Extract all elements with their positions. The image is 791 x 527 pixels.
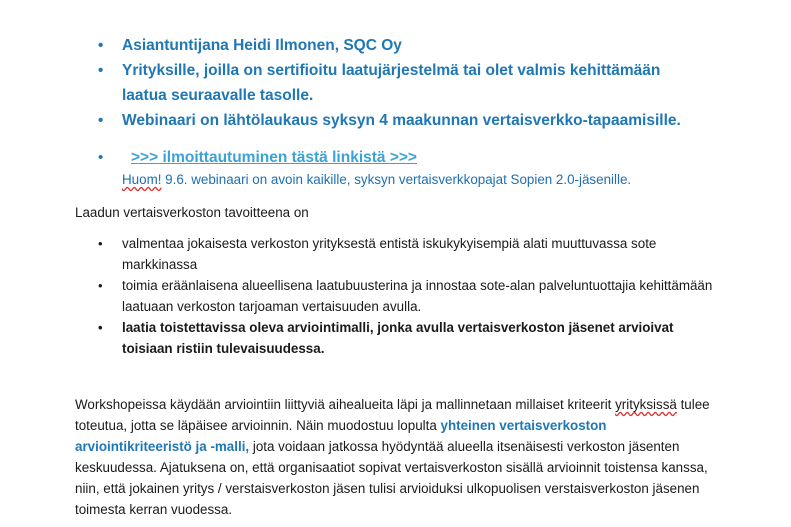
bullet-icon: • xyxy=(98,320,103,335)
highlight-text-continued: laatua seuraavalle tasolle. xyxy=(122,87,314,104)
goal-item-model xyxy=(0,317,722,359)
highlight-text: Yrityksille, joilla on sertifioitu laatujärjestelmä tai olet valmis kehittämään xyxy=(122,62,661,79)
workshop-highlight: yhteinen vertaisverkoston arviointikriteeristö ja -malli, xyxy=(75,418,607,454)
goal-text: valmentaa jokaisesta verkoston yrityksestä entistä iskukykyisempiä alati muuttuvassa sote markkinassa xyxy=(122,236,657,272)
goal-text: laatia toistettavissa oleva arviointimalli, jonka avulla vertaisverkoston jäsenet arvioivat toisiaan ristiin tulevaisuudessa. xyxy=(122,320,674,356)
bullet-icon: • xyxy=(98,278,103,293)
workshop-paragraph xyxy=(75,394,715,520)
bullet-icon: • xyxy=(98,236,103,251)
goals-bullet-list xyxy=(0,233,791,359)
goal-item-booster xyxy=(0,275,722,317)
highlight-item-webinar xyxy=(0,108,791,133)
highlight-bullet-list xyxy=(0,33,791,133)
goal-item-coach xyxy=(0,233,722,275)
bullet-icon: • xyxy=(98,112,104,129)
highlight-text: Webinaari on lähtölaukaus syksyn 4 maakunnan vertaisverkko-tapaamisille. xyxy=(122,112,681,129)
registration-link[interactable]: >>> ilmoittautuminen tästä linkistä >>> xyxy=(131,149,417,166)
registration-row xyxy=(0,145,791,170)
workshop-text-3: jota voidaan jatkossa hyödyntää alueella itsenäisesti verkoston jäsenten keskuudessa. Ajatuksena on, että organisaatiot sopivat vertaisverkoston sisällä arvioinnit toistensa kanssa, niin, että jokainen yritys / verstaisverkoston jäsen tulisi arvioiduksi ulkopuolisen verstaisverkoston jäsenen toimesta kerran vuodessa. xyxy=(75,439,708,517)
bullet-icon: • xyxy=(98,37,104,54)
bullet-icon: • xyxy=(98,62,104,79)
note-prefix: Huom! xyxy=(122,172,162,187)
highlight-item-expert xyxy=(0,33,791,58)
goal-text: toimia eräänlaisena alueellisena laatubuusterina ja innostaa sote-alan palveluntuottajia kehittämään laatuaan verkoston tarjoaman vertaisuuden avulla. xyxy=(122,278,713,314)
bullet-icon: • xyxy=(98,149,104,166)
workshop-text-1: Workshopeissa käydään arviointiin liittyviä aihealueita läpi ja mallinnetaan millaiset kriteerit xyxy=(75,397,616,412)
highlight-text: Asiantuntijana Heidi Ilmonen, SQC Oy xyxy=(122,37,402,54)
workshop-text-2: tulee toteutua, jotta se läpäisee arvioinnin. Näin muodostuu lopulta xyxy=(75,397,710,433)
workshop-spellcheck-word: yrityksissä xyxy=(615,397,677,412)
registration-note xyxy=(122,170,631,190)
highlight-item-audience xyxy=(0,58,791,108)
note-text: 9.6. webinaari on avoin kaikille, syksyn vertaisverkkopajat Sopien 2.0-jäsenille. xyxy=(161,172,632,187)
goals-intro: Laadun vertaisverkoston tavoitteena on xyxy=(75,205,309,220)
